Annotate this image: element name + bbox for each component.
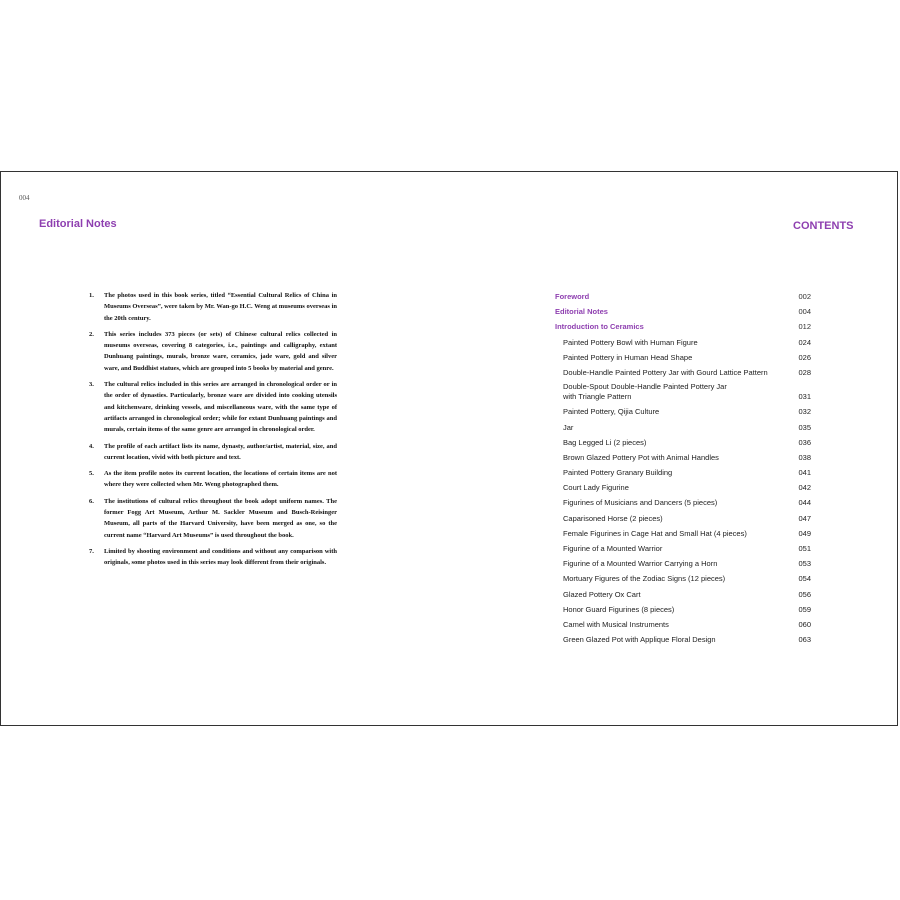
toc-entry[interactable] xyxy=(555,406,811,417)
note-number: 3. xyxy=(89,381,94,389)
editorial-note-item xyxy=(89,290,337,324)
editorial-note-item xyxy=(89,546,337,569)
toc-entry[interactable] xyxy=(555,367,811,378)
toc-entry-title: Female Figurines in Cage Hat and Small Hat (4 pieces) xyxy=(563,528,747,538)
editorial-note-item xyxy=(89,329,337,374)
toc-entry-title: Brown Glazed Pottery Pot with Animal Handles xyxy=(563,452,719,462)
toc-entry-page: 051 xyxy=(798,544,811,553)
toc-entry-title: Green Glazed Pot with Applique Floral Design xyxy=(563,635,716,645)
toc-entry-page: 044 xyxy=(798,498,811,508)
toc-entry-title: Foreword xyxy=(555,292,590,301)
toc-entry-page: 002 xyxy=(798,292,811,301)
toc-entry-title: Figurine of a Mounted Warrior Carrying a Horn xyxy=(563,559,718,569)
note-text: The institutions of cultural relics throughout the book adopt uniform names. The former Fogg Art Museum, Arthur M. Sackler Museum and Busch-Reisinger Museum, all parts of the Harvard University, have been merged as one, so the current name “Harvard Art Museums” is used throughout the book. xyxy=(104,497,337,539)
note-text: This series includes 373 pieces (or sets) of Chinese cultural relics collected in museums overseas, covering 8 categories, i.e., paintings and calligraphy, extant Dunhuang paintings, murals, bronze ware, ceramics, jade ware, gold and silver ware, and Buddhist statues, which are grouped into 5 books by material and genre. xyxy=(104,330,337,372)
toc-entry-page: 028 xyxy=(798,367,811,377)
toc-entry-page: 063 xyxy=(798,635,811,645)
toc-entry-page: 031 xyxy=(798,392,811,402)
toc-entry-title: Glazed Pottery Ox Cart xyxy=(563,589,641,599)
toc-entry[interactable] xyxy=(555,382,811,402)
toc-entry-page: 004 xyxy=(798,307,811,317)
toc-entry-title: Introduction to Ceramics xyxy=(555,322,644,332)
toc-entry-title: Bag Legged Li (2 pieces) xyxy=(563,437,647,447)
toc-entry[interactable] xyxy=(555,619,811,630)
toc-entry[interactable] xyxy=(555,573,811,584)
toc-entry-title: Painted Pottery Bowl with Human Figure xyxy=(563,337,698,347)
editorial-note-item xyxy=(89,468,337,491)
toc-entry[interactable] xyxy=(555,497,811,508)
toc-entry[interactable] xyxy=(555,291,811,302)
toc-entry[interactable] xyxy=(555,467,811,478)
toc-entry-title: Mortuary Figures of the Zodiac Signs (12 pieces) xyxy=(563,574,726,584)
toc-entry-title: Honor Guard Figurines (8 pieces) xyxy=(563,604,675,614)
toc-entry-page: 036 xyxy=(798,437,811,447)
page-number: 004 xyxy=(19,194,30,202)
toc-entry-page: 053 xyxy=(798,559,811,569)
toc-entry-title: Figurine of a Mounted Warrior xyxy=(563,544,663,553)
toc-entry-title: Double-Spout Double-Handle Painted Pottery Jar with Triangle Pattern xyxy=(563,382,727,402)
toc-entry[interactable] xyxy=(555,437,811,448)
toc-entry-page: 054 xyxy=(798,574,811,584)
toc-entry[interactable] xyxy=(555,306,811,317)
toc-entry[interactable] xyxy=(555,337,811,348)
toc-entry[interactable] xyxy=(555,589,811,600)
toc-entry-title: Caparisoned Horse (2 pieces) xyxy=(563,513,663,523)
contents-heading: CONTENTS xyxy=(793,220,854,232)
table-of-contents xyxy=(555,291,811,649)
note-text: As the item profile notes its current location, the locations of certain items are not where they were collected when Mr. Weng photographed them. xyxy=(104,470,337,489)
toc-entry-page: 038 xyxy=(798,452,811,462)
toc-entry-page: 047 xyxy=(798,513,811,523)
toc-entry-page: 035 xyxy=(798,422,811,432)
toc-entry-page: 026 xyxy=(798,352,811,362)
toc-entry-page: 024 xyxy=(798,337,811,347)
toc-entry[interactable] xyxy=(555,452,811,463)
toc-entry[interactable] xyxy=(555,634,811,645)
note-text: Limited by shooting environment and conditions and without any comparison with originals, some photos used in this series may look different from their originals. xyxy=(104,547,337,567)
note-number: 4. xyxy=(89,442,94,450)
toc-entry-title: Painted Pottery, Qijia Culture xyxy=(563,407,660,417)
note-text: The photos used in this book series, titled “Essential Cultural Relics of China in Museums Overseas”, were taken by Mr. Wan-go H.C. Weng at museums overseas in the 20th century. xyxy=(104,292,337,322)
toc-entry[interactable] xyxy=(555,558,811,569)
toc-entry-page: 012 xyxy=(798,322,811,332)
editorial-note-item xyxy=(89,441,337,464)
toc-entry-title: Painted Pottery Granary Building xyxy=(563,468,673,478)
editorial-notes-list xyxy=(89,290,337,574)
toc-entry-title: Painted Pottery in Human Head Shape xyxy=(563,352,693,362)
toc-entry-page: 060 xyxy=(798,619,811,629)
toc-entry-title: Figurines of Musicians and Dancers (5 pieces) xyxy=(563,498,718,508)
toc-entry-title: Editorial Notes xyxy=(555,307,608,317)
toc-entry-page: 041 xyxy=(798,468,811,478)
editorial-notes-heading: Editorial Notes xyxy=(39,218,117,230)
toc-entry[interactable] xyxy=(555,513,811,524)
toc-entry-page: 059 xyxy=(798,604,811,614)
toc-entry-page: 032 xyxy=(798,407,811,417)
note-text: The profile of each artifact lists its name, dynasty, author/artist, material, size, and current location, vivid with both picture and text. xyxy=(104,442,337,461)
toc-entry-page: 042 xyxy=(798,483,811,493)
toc-entry[interactable] xyxy=(555,528,811,539)
editorial-note-item xyxy=(89,379,337,435)
note-number: 5. xyxy=(89,470,94,478)
toc-entry-title: Jar xyxy=(563,422,574,432)
toc-entry[interactable] xyxy=(555,604,811,615)
note-text: The cultural relics included in this series are arranged in chronological order or in the order of dynasties. Particularly, bronze ware are divided into cooking utensils and kitchenware, drinking vessels, and miscellaneous ware, with the same type of artifacts arranged in chronological order; while for extant Dunhuang paintings and murals, certain items of the same genre are arranged in chronological order. xyxy=(104,381,337,434)
toc-entry[interactable] xyxy=(555,321,811,332)
note-number: 1. xyxy=(89,292,94,299)
book-spread xyxy=(0,171,898,726)
note-number: 2. xyxy=(89,330,94,338)
editorial-note-item xyxy=(89,496,337,541)
toc-entry[interactable] xyxy=(555,543,811,554)
toc-entry-title: Camel with Musical Instruments xyxy=(563,619,669,629)
toc-entry-title: Court Lady Figurine xyxy=(563,483,629,493)
note-number: 6. xyxy=(89,497,94,505)
toc-entry-page: 049 xyxy=(798,528,811,538)
note-number: 7. xyxy=(89,547,94,555)
toc-entry-page: 056 xyxy=(798,589,811,599)
toc-entry-title: Double-Handle Painted Pottery Jar with Gourd Lattice Pattern xyxy=(563,367,768,377)
toc-entry[interactable] xyxy=(555,482,811,493)
toc-entry[interactable] xyxy=(555,422,811,433)
toc-entry[interactable] xyxy=(555,352,811,363)
